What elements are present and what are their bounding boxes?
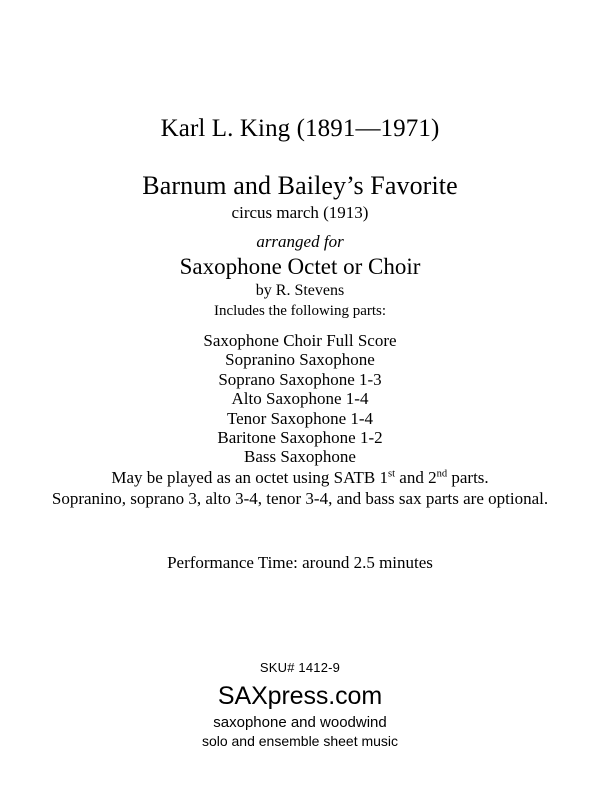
performance-note-line-1 [0,467,600,488]
performance-note-line-2: Sopranino, soprano 3, alto 3-4, tenor 3-4, and bass sax parts are optional. [51,489,549,508]
note-text-after: parts. [447,468,489,487]
publisher-tagline-secondary: solo and ensemble sheet music [201,733,399,749]
ordinal-suffix-second: nd [436,468,448,480]
note-text-middle: and 2 [395,468,437,487]
page-subtitle: circus march (1913) [231,203,369,222]
ensemble-name: Saxophone Octet or Choir [179,254,421,279]
includes-parts-label: Includes the following parts: [213,303,387,319]
performance-note [0,467,600,509]
ordinal-suffix-first: st [388,468,396,480]
publisher-footer [0,659,600,750]
arranger-credit: by R. Stevens [255,282,345,299]
list-item: Soprano Saxophone 1-3 [218,369,382,389]
list-item: Sopranino Saxophone [225,350,375,370]
sku-number: SKU# 1412-9 [259,660,341,675]
arrangement-block [0,231,600,301]
parts-list [0,331,600,467]
performance-time: Performance Time: around 2.5 minutes [167,553,433,572]
publisher-brand[interactable]: SAXpress.com [217,682,383,710]
composer-name: Karl L. King (1891—1971) [160,115,440,142]
arranged-for-label: arranged for [256,232,344,251]
list-item: Alto Saxophone 1-4 [231,389,369,409]
list-item: Bass Saxophone [244,447,356,467]
list-item: Tenor Saxophone 1-4 [226,408,374,428]
list-item: Saxophone Choir Full Score [203,331,397,350]
note-text-before: May be played as an octet using SATB 1 [111,468,389,487]
list-item: Baritone Saxophone 1-2 [217,428,383,448]
publisher-tagline-primary: saxophone and woodwind [213,714,387,731]
title-block [0,170,600,223]
page-title: Barnum and Bailey’s Favorite [142,171,458,200]
